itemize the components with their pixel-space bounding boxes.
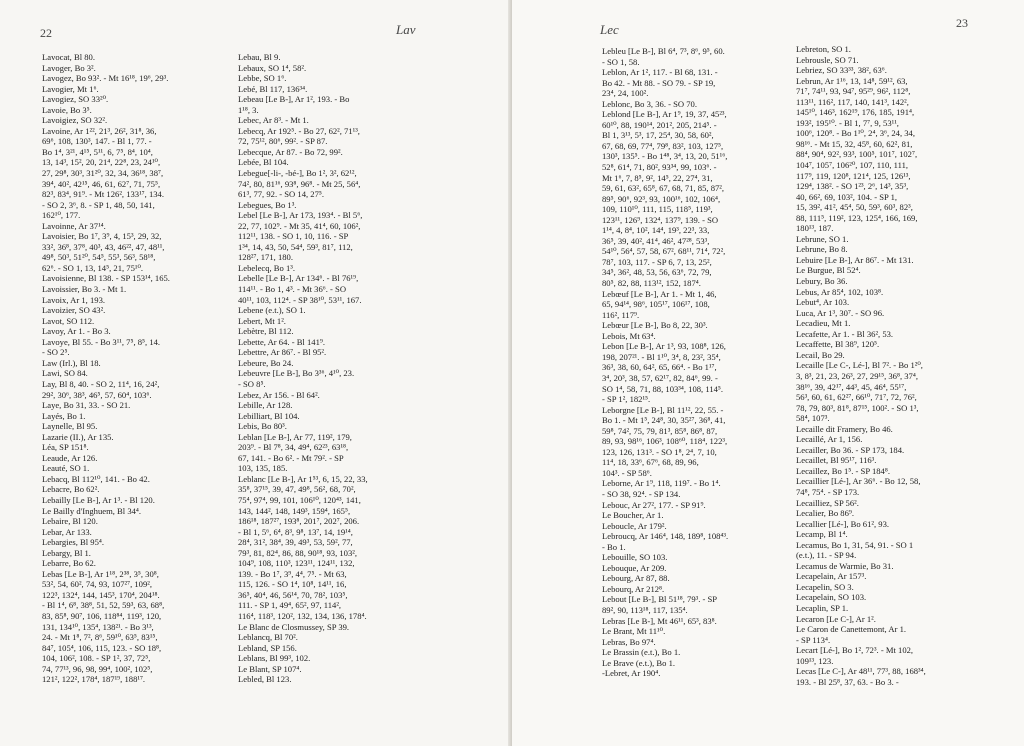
index-entry: 1¹⁸, 3. xyxy=(238,104,259,115)
index-entry: Lebée, Bl 104. xyxy=(238,157,289,168)
index-entry: Lebargies, Bl 95⁴. xyxy=(42,537,105,548)
index-entry: 56³, 60, 61, 62²⁷, 66¹⁰, 71⁷, 72, 76², xyxy=(796,392,917,403)
index-entry: Lebouque, Ar 209. xyxy=(602,562,667,573)
index-entry: 109¹³, 123. xyxy=(796,655,834,666)
index-entry: Lebuire [Le B-], Ar 86⁷. - Mt 131. xyxy=(796,254,914,265)
left-page-number: 22 xyxy=(40,26,52,40)
index-entry: Lavoigiez, SO 32². xyxy=(42,115,108,126)
index-entry: Lebrun, Ar 1¹⁶, 13, 14⁸, 59¹², 63, xyxy=(796,75,908,86)
index-entry: 74, 77¹³, 96, 98, 99⁴, 100², 102⁵, xyxy=(42,663,153,674)
index-entry: 114¹¹. - Bo 1, 4³. - Mt 36⁶. - SO xyxy=(238,284,347,295)
index-entry: Lebas [Le B-], Ar 1¹⁸, 2³⁸, 3⁵, 30⁸, xyxy=(42,568,159,579)
index-entry: 89⁵, 90⁶, 92³, 93, 100¹⁶, 102, 106⁴, xyxy=(602,193,721,204)
index-entry: 11⁴, 18, 33⁶, 67⁶, 68, 89, 96, xyxy=(602,457,699,468)
index-entry: Lebus, Ar 85⁴, 102, 103⁸. xyxy=(796,286,884,297)
index-entry: Lavogier, Mt 1⁶. xyxy=(42,83,99,94)
index-entry: 58⁴, 107³. xyxy=(796,413,830,424)
index-entry: Lebriez, SO 33³³, 38², 63⁶. xyxy=(796,65,887,76)
index-entry: Lecart [Lé-], Bo 1², 72³. - Mt 102, xyxy=(796,645,914,656)
index-entry: Lazarie (II.), Ar 135. xyxy=(42,431,114,442)
index-entry: 59, 61, 63², 65⁸, 67, 68, 71, 85, 87², xyxy=(602,183,725,194)
index-entry: Lebargy, Bl 1. xyxy=(42,547,91,558)
index-entry: 121², 122², 178⁴, 187¹⁹, 188¹⁷. xyxy=(42,674,146,685)
index-entry: Lebètre, Bl 112. xyxy=(238,326,294,337)
index-entry: Leboucle, Ar 179². xyxy=(602,520,667,531)
index-entry: Lay, Bl 8, 40. - SO 2, 11⁴, 16, 24², xyxy=(42,378,160,389)
index-entry: 1³⁴, 14, 43, 50, 54⁴, 59³, 81⁷, 112, xyxy=(238,241,353,252)
index-entry: Le Brassin (e.t.), Bo 1. xyxy=(602,647,681,658)
index-entry: 29², 30⁶, 38³, 46⁵, 57, 60⁴, 103⁶. xyxy=(42,389,152,400)
index-entry: Le Boucher, Ar 1. xyxy=(602,510,664,521)
index-entry: Lavogiez, SO 33²⁰. xyxy=(42,94,109,105)
index-entry: Lavoie, Bo 3⁵. xyxy=(42,104,92,115)
index-entry: Lavoye, Bl 55. - Bo 3¹¹, 7⁵, 8⁵, 14. xyxy=(42,336,161,347)
index-entry: - Bo 1. xyxy=(602,541,626,552)
index-entry: Lebel [Le B-], Ar 173, 193⁴. - Bl 5⁶, xyxy=(238,210,363,221)
index-entry: 82³, 83⁴, 91⁹. - Mt 126², 133¹⁷, 134. xyxy=(42,189,164,200)
index-entry: Lebut⁴, Ar 103. xyxy=(796,297,850,308)
index-entry: Lecaillez, Bo 1⁵. - SP 184⁸. xyxy=(796,465,890,476)
index-entry: 49⁸, 50³, 51²⁰, 54⁵, 55³, 56³, 58¹⁸, xyxy=(42,252,156,263)
left-running-head: Lav xyxy=(396,22,416,37)
index-entry: Lebroucq, Ar 146⁴, 148, 189⁸, 108⁴³. xyxy=(602,531,729,542)
index-entry: Le Blanc de Closmussey, SP 39. xyxy=(238,621,350,632)
index-entry: 98¹⁶. - Mt 15, 32, 45⁸, 60, 62², 81, xyxy=(796,138,913,149)
index-entry: 111. - SP 1, 49⁴, 65², 97, 114², xyxy=(238,600,342,611)
index-entry: Leaude, Ar 126. xyxy=(42,452,98,463)
index-entry: Bo 1⁴, 3²¹, 4¹⁵, 5¹¹, 6, 7⁵, 8⁴, 10⁴, xyxy=(42,146,153,157)
index-entry: 54¹⁰, 56⁴, 57, 58, 67², 68¹¹, 71⁴, 72², xyxy=(602,246,726,257)
index-entry: 143, 144², 148, 149³, 159⁴, 165⁵, xyxy=(238,505,351,516)
index-entry: Lebelecq, Bo 1³. xyxy=(238,262,295,273)
index-entry: 67, 141. - Bo 6². - Mt 79². - SP xyxy=(238,452,344,463)
index-entry: Lebeau [Le B-], Ar 1², 193. - Bo xyxy=(238,94,350,105)
index-entry: Lebreton, SO 1. xyxy=(796,44,851,54)
index-entry: Lebacq, Bl 112¹⁰, 141. - Bo 42. xyxy=(42,473,150,484)
index-entry: Lebailly [Le B-], Ar 1³. - Bl 120. xyxy=(42,494,155,505)
index-entry: Lebec, Ar 8³. - Mt 1. xyxy=(238,115,309,126)
index-entry: Lavoy, Ar 1. - Bo 3. xyxy=(42,326,111,337)
index-entry: Leblan [Le B-], Ar 77, 119², 179, xyxy=(238,431,352,442)
index-entry: 129⁴, 138². - SO 1²³, 2⁶, 14³, 35³, xyxy=(796,181,909,192)
index-entry: Lecadieu, Mt 1. xyxy=(796,318,851,329)
index-entry: Lebegue[-li-, -bé-], Bo 1², 3², 62¹², xyxy=(238,168,357,179)
index-entry: Lebon [Le B-], Ar 1³, 93, 108⁸, 126, xyxy=(602,341,726,352)
index-entry: Lebene (e.t.), SO 1. xyxy=(238,305,306,316)
index-entry: Laye, Bo 31, 33. - SO 21. xyxy=(42,400,131,411)
index-entry: 27, 29⁸, 30³, 31²⁰, 32, 34, 36¹⁸, 38⁷, xyxy=(42,168,164,179)
index-entry: 104⁷, 105⁷, 106²⁰, 107, 110, 111, xyxy=(796,160,909,171)
index-entry: 36³, 38, 60, 64², 65, 66⁴. - Bo 1¹⁷, xyxy=(602,362,717,373)
index-entry: Lavoger, Bo 3². xyxy=(42,62,96,73)
index-entry: 113¹¹, 116², 117, 140, 141³, 142², xyxy=(796,96,909,107)
index-entry: 13, 14³, 15², 20, 21⁴, 22⁸, 23, 24¹⁰, xyxy=(42,157,161,168)
index-entry: Le Blant, SP 107⁴. xyxy=(238,663,302,674)
index-entry: Lebras, Bo 97⁴. xyxy=(602,636,656,647)
index-entry: 3, 8³, 21, 23, 26³, 27, 29¹⁵, 36⁸, 37⁴, xyxy=(796,370,918,381)
index-entry: Lavoissier, Bo 3. - Mt 1. xyxy=(42,284,127,295)
index-entry: 33², 36⁸, 37⁸, 40³, 43, 46²², 47, 48¹¹, xyxy=(42,241,165,252)
index-entry: -Lebret, Ar 190⁴. xyxy=(602,668,661,679)
index-entry: 36⁵, 40⁴, 46, 56¹⁴, 70, 78², 103⁵, xyxy=(238,589,348,600)
index-entry: 130³, 135⁵. - Bo 1⁴⁸, 3⁴, 13, 20, 51¹⁶, xyxy=(602,151,728,162)
index-entry: Leborne, Ar 1⁹, 118, 119⁷. - Bo 1⁴. xyxy=(602,478,721,489)
index-entry: 65, 94¹⁴, 98⁶, 105¹⁷, 106¹⁷, 108, xyxy=(602,299,710,310)
index-entry: Lebeure, Bo 24. xyxy=(238,357,294,368)
index-entry: Lecallier [Lé-], Bo 61², 93. xyxy=(796,518,890,529)
index-entry: Lecapelain, SO 103. xyxy=(796,592,867,603)
index-entry: Lebau, Bl 9. xyxy=(238,52,281,62)
index-entry: 180¹³, 187. xyxy=(796,223,834,234)
index-entry: 80⁵, 82, 88, 113¹², 152, 187⁴. xyxy=(602,278,701,289)
index-entry: 34⁵, 36², 48, 53, 56, 63⁶, 72, 79, xyxy=(602,267,712,278)
index-entry: Law (Irl.), Bl 18. xyxy=(42,357,101,368)
index-entry: Lebé, Bl 117, 136³⁴. xyxy=(238,83,308,94)
index-entry: Lecafette, Ar 1. - Bl 36², 53. xyxy=(796,328,894,339)
index-entry: Lecamus de Warmie, Bo 31. xyxy=(796,560,894,571)
index-entry: 67, 68, 69, 77⁴, 79⁸, 83², 103, 127⁵, xyxy=(602,140,724,151)
index-entry: 35⁸, 37¹⁵, 39, 47, 49⁸, 56², 68, 70², xyxy=(238,484,356,495)
index-entry: Lebois, Mt 63⁴. xyxy=(602,330,656,341)
index-entry: 193², 195¹⁰. - Bl 1, 7⁷, 9, 53¹¹, xyxy=(796,117,899,128)
index-entry: Lebrune, SO 1. xyxy=(796,233,849,244)
index-entry: 72, 75¹², 80⁶, 99². - SP 87. xyxy=(238,136,328,147)
index-entry: Lecapelain, Ar 157³. xyxy=(796,571,867,582)
index-entry: 59⁸, 74², 75, 79, 81³, 85⁸, 86⁸, 87, xyxy=(602,425,718,436)
index-entry: 89², 90, 113¹⁸, 117, 135⁴. xyxy=(602,604,688,615)
index-entry: Lecamus, Bo 1, 31, 54, 91. - SO 1 xyxy=(796,539,914,550)
index-entry: Lavoisienne, Bl 138. - SP 153¹⁴, 165. xyxy=(42,273,170,284)
index-entry: 23⁴, 24, 100². xyxy=(602,88,649,99)
index-entry: Lavocat, Bl 80. xyxy=(42,52,95,62)
index-entry: 112¹¹, 138. - SO 1, 10, 116. - SP xyxy=(238,231,349,242)
index-entry: Leblanc [Le B-], Ar 1⁵³, 6, 15, 22, 33, xyxy=(238,473,368,484)
index-entry: Lebeuvre [Le B-], Bo 3³⁶, 4¹⁰, 23. xyxy=(238,368,355,379)
index-entry: Laynelle, Bl 95. xyxy=(42,421,98,432)
index-entry: 116⁴, 118³, 120², 132, 134, 136, 178⁴. xyxy=(238,610,367,621)
index-entry: - SO 2⁵. xyxy=(42,347,70,358)
index-entry: Le Brave (e.t.), Bo 1. xyxy=(602,657,676,668)
index-entry: Lavogez, Bo 93². - Mt 16¹⁸, 19⁶, 29³. xyxy=(42,73,169,84)
index-entry: - SO 8⁵. xyxy=(238,378,266,389)
index-entry: Leblancq, Bl 70². xyxy=(238,632,298,643)
index-entry: Lavoisier, Bo 1⁷, 3⁹, 4, 15³, 29, 32, xyxy=(42,231,162,242)
index-entry: Lebled, Bl 123. xyxy=(238,674,292,685)
index-entry: 53², 54, 60², 74, 93, 107²⁷, 109², xyxy=(42,579,152,590)
index-entry: Lebecque, Ar 87. - Bo 72, 99². xyxy=(238,146,343,157)
index-entry: Lecailler, Bo 36. - SP 173, 184. xyxy=(796,444,905,455)
right-running-head: Lec xyxy=(600,22,619,37)
index-entry: 61³, 77, 92. - SO 14, 27⁵. xyxy=(238,189,325,200)
index-entry: Lecas [Le C-], Ar 48¹¹, 77³, 88, 168³⁴, xyxy=(796,666,926,677)
index-entry: Lecaffette, Bl 38⁹, 120⁵. xyxy=(796,339,880,350)
right-page-number: 23 xyxy=(956,16,968,30)
index-entry: 3⁴, 20³, 38, 57, 62¹⁷, 82, 84⁶, 99. - xyxy=(602,372,718,383)
index-entry: Le Brant, Mt 11¹⁰. xyxy=(602,626,666,637)
left-column-2 xyxy=(238,52,434,685)
index-entry: 24. - Mt 1⁸, 7², 8⁶, 59¹⁰, 63⁵, 83¹⁵, xyxy=(42,632,158,643)
index-entry: 75⁴, 97⁴, 99, 101, 106¹⁰, 120⁴³, 141, xyxy=(238,494,361,505)
index-entry: Layés, Bo 1. xyxy=(42,410,86,421)
right-page xyxy=(512,0,1024,746)
index-entry: - Bl 1⁴, 6⁸, 38⁸, 51, 52, 59³, 63, 68⁸, xyxy=(42,600,165,611)
index-entry: 1¹⁴, 4, 8⁴, 10², 14⁴, 19³, 22³, 33, xyxy=(602,225,710,236)
index-entry: Lebaux, SO 1⁴, 58². xyxy=(238,62,307,73)
index-entry: SO 1⁴, 58, 71, 88, 103³⁴, 108, 114⁵. xyxy=(602,383,724,394)
index-entry: Lecaillé, Ar 1, 156. xyxy=(796,434,863,445)
index-entry: 60¹⁰, 88, 190¹⁴, 201², 205, 214⁵. - xyxy=(602,119,717,130)
index-entry: Lecaillet, Bl 95¹⁷, 116³. xyxy=(796,455,877,466)
index-entry: Leblond [Le B-], Ar 1⁹, 19, 37, 45²³, xyxy=(602,109,727,120)
index-entry: 122³, 132⁴, 144, 145³, 170⁴, 204¹⁸. xyxy=(42,589,160,600)
index-entry: Lebœur [Le B-], Bo 8, 22, 30³. xyxy=(602,320,708,331)
index-entry: Lavoizier, SO 43². xyxy=(42,305,106,316)
index-entry: 74², 80, 81¹⁶, 93⁸, 96⁸. - Mt 25, 56⁴, xyxy=(238,178,361,189)
index-entry: Bl 1, 3¹³, 5³, 17, 25⁴, 30, 58, 60², xyxy=(602,130,714,141)
index-entry: 78⁷, 103, 117. - SP 6, 7, 13, 25², xyxy=(602,256,712,267)
index-entry: Lavoix, Ar 1, 193. xyxy=(42,294,106,305)
index-entry: Lebland, SP 156. xyxy=(238,642,297,653)
index-entry: Bo 1. - Mt 1⁵, 24⁸, 30, 35²⁷, 36⁸, 41, xyxy=(602,415,726,426)
right-column-2 xyxy=(796,44,992,687)
index-entry: Lecaillier [Lé-], Ar 36⁶. - Bo 12, 58, xyxy=(796,476,921,487)
index-entry: Lebleu [Le B-], Bl 6⁴, 7³, 8⁶, 9⁵, 60. xyxy=(602,46,725,56)
left-column-1 xyxy=(42,52,238,685)
index-entry: 74⁸, 75⁴. - SP 173. xyxy=(796,486,860,497)
index-entry: Lecail, Bo 29. xyxy=(796,349,845,360)
index-entry: Leauté, SO 1. xyxy=(42,463,90,474)
index-entry: 104⁹, 108, 110³, 123¹¹, 124¹¹, 132, xyxy=(238,558,355,569)
index-entry: Lebilliart, Bl 104. xyxy=(238,410,300,421)
index-entry: 79³, 81, 82⁴, 86, 88, 90¹⁸, 93, 103², xyxy=(238,547,357,558)
index-entry: 100⁶, 120⁸. - Bo 1¹⁰, 2⁴, 3⁶, 24, 34, xyxy=(796,128,915,139)
index-entry: 39⁴, 40², 42¹⁵, 46, 61, 62⁷, 71, 75⁵, xyxy=(42,178,161,189)
index-entry: 38¹⁶, 39, 42¹⁷, 44³, 45, 46⁴, 55¹⁷, xyxy=(796,381,907,392)
index-entry: Lecamp, Bl 1⁴. xyxy=(796,529,848,540)
index-entry: - SP 1², 182¹⁵. xyxy=(602,394,651,405)
index-entry: (e.t.), 11. - SP 94. xyxy=(796,550,857,561)
index-entry: Lebœuf [Le B-], Ar 1. - Mt 1, 46, xyxy=(602,288,717,299)
index-entry: Lebrune, Bo 8. xyxy=(796,244,848,255)
index-entry: Lecaille dit Framery, Bo 46. xyxy=(796,423,893,434)
index-entry: Lebouille, SO 103. xyxy=(602,552,668,563)
index-entry: Lebourg, Ar 87, 88. xyxy=(602,573,670,584)
index-entry: Léa, SP 151⁸. xyxy=(42,442,89,453)
index-entry: Lebras [Le B-], Mt 46¹¹, 65³, 83⁸. xyxy=(602,615,717,626)
index-entry: 139. - Bo 1⁷, 3⁹, 4⁴, 7⁵. - Mt 63, xyxy=(238,568,347,579)
index-entry: Lebrousle, SO 71. xyxy=(796,54,859,65)
index-entry: 109, 110¹⁰, 111, 115, 118⁵, 119³, xyxy=(602,204,713,215)
index-entry: 62⁶. - SO 1, 13, 14⁵, 21, 75¹⁰. xyxy=(42,262,144,273)
index-entry: 89, 93, 98¹⁶, 106³, 108⁶⁰, 118⁴, 122³, xyxy=(602,436,728,447)
index-entry: Lecaille [Le C-, Lé-], Bl 7². - Bo 1²⁰, xyxy=(796,360,923,371)
index-entry: 88⁴, 90⁴, 92², 93³, 100⁵, 101⁷, 102⁷, xyxy=(796,149,918,160)
index-entry: Lebourq, Ar 212⁸. xyxy=(602,583,665,594)
index-entry: 203⁹. - Bl 7⁸, 34, 49⁴, 62²³, 63¹⁸, xyxy=(238,442,349,453)
index-entry: Lecailliez, SP 56². xyxy=(796,497,859,508)
index-entry: - SO 2, 3⁶, 8. - SP 1, 48, 50, 141, xyxy=(42,199,155,210)
index-entry: 36⁵, 39, 40², 41⁴, 46², 47²⁸, 53³, xyxy=(602,235,710,246)
index-entry: Lecapelin, SO 3. xyxy=(796,581,854,592)
index-entry: 84⁷, 105⁴, 106, 115, 123. - SO 18⁸, xyxy=(42,642,162,653)
index-entry: Lecaron [Le C-], Ar 1². xyxy=(796,613,876,624)
index-entry: 198, 207²¹. - Bl 1¹⁰, 3⁴, 8, 23², 35⁴, xyxy=(602,351,721,362)
index-entry: - SO 1, 58. xyxy=(602,56,640,67)
index-entry: 117⁹, 119, 120⁸, 121⁴, 125, 126¹³, xyxy=(796,170,911,181)
index-entry: Le Caron de Canettemont, Ar 1. xyxy=(796,624,907,635)
index-entry: 71⁷, 74¹¹, 93, 94⁷, 95²⁹, 96², 112⁸, xyxy=(796,86,911,97)
index-entry: 116², 117⁹. xyxy=(602,309,640,320)
index-entry: Lebettre, Ar 86⁷. - Bl 95². xyxy=(238,347,327,358)
index-entry: 83, 85⁸, 90⁷, 106, 118⁸⁴, 119³, 120, xyxy=(42,610,162,621)
index-entry: Lebout [Le B-], Bl 51¹⁸, 79³. - SP xyxy=(602,594,718,605)
index-entry: Lebert, Mt 1². xyxy=(238,315,286,326)
index-entry: 69⁶, 108, 130³, 147. - Bl 1, 77. - xyxy=(42,136,152,147)
index-entry: 103, 135, 185. xyxy=(238,463,288,474)
index-entry: Le Burgue, Bl 52⁴. xyxy=(796,265,861,276)
index-entry: Leblans, Bl 99³, 102. xyxy=(238,653,311,664)
index-entry: Lavot, SO 112. xyxy=(42,315,95,326)
index-entry: 162¹⁰, 177. xyxy=(42,210,81,221)
index-entry: 186¹⁸, 187²⁷, 193⁸, 201⁷, 202⁷, 206. xyxy=(238,516,360,527)
index-entry: Lebbe, SO 1⁶. xyxy=(238,73,287,84)
index-entry: 193. - Bl 25⁸, 37, 63. - Bo 3. - xyxy=(796,676,899,687)
index-entry: Lecaplin, SP 1. xyxy=(796,602,849,613)
index-entry: Lebouc, Ar 27², 177. - SP 91⁹. xyxy=(602,499,706,510)
index-entry: 115, 126. - SO 1⁴, 10⁸, 14¹¹, 16, xyxy=(238,579,347,590)
index-entry: 88, 111⁵, 119², 123, 125⁴, 166, 169, xyxy=(796,212,918,223)
index-entry: 40, 66², 69, 103², 104. - SP 1, xyxy=(796,191,898,202)
index-entry: Lebecq, Ar 192⁵. - Bo 27, 62², 71¹³, xyxy=(238,125,360,136)
index-entry: 123¹¹, 126⁹, 132⁴, 137⁹, 139. - SO xyxy=(602,214,719,225)
index-entry: 40¹¹, 103, 112⁴. - SP 38¹⁰, 53¹¹, 167. xyxy=(238,294,362,305)
index-entry: Leblon, Ar 1², 117. - Bl 68, 131. - xyxy=(602,67,718,78)
index-entry: 28⁴, 31², 38⁴, 39, 49³, 53, 59², 77, xyxy=(238,537,353,548)
index-entry: 52⁸, 61⁴, 71, 80², 93³⁴, 99, 103⁶. - xyxy=(602,162,717,173)
index-entry: Le Bailly d'Inghuem, Bl 34⁴. xyxy=(42,505,142,516)
index-entry: Lebury, Bo 36. xyxy=(796,276,848,287)
index-entry: 123, 126, 131³. - SO 1⁸, 2⁴, 7, 10, xyxy=(602,446,717,457)
index-entry: Lebaire, Bl 120. xyxy=(42,516,98,527)
index-entry: Lebille, Ar 128. xyxy=(238,400,293,411)
index-entry: Luca, Ar 1³, 30⁷. - SO 96. xyxy=(796,307,885,318)
index-entry: 15, 39², 41², 45⁴, 50, 59³, 60³, 82³, xyxy=(796,202,913,213)
index-entry: 22, 77, 102⁹. - Mt 35, 41⁴, 60, 106², xyxy=(238,220,361,231)
index-entry: Lebette, Ar 64. - Bl 141⁹. xyxy=(238,336,326,347)
index-entry: Lebis, Bo 80³. xyxy=(238,421,287,432)
index-entry: Lavoinne, Ar 37¹⁴. xyxy=(42,220,106,231)
index-entry: - Bl 1, 5⁶, 6⁴, 8³, 9⁸, 13⁷, 14, 19¹⁴, xyxy=(238,526,353,537)
index-entry: 104, 106², 108. - SP 1², 37, 72⁵, xyxy=(42,653,151,664)
index-entry: 78, 79, 80³, 81⁸, 87¹⁵, 100². - SO 1³, xyxy=(796,402,919,413)
index-entry: 145¹⁰, 146³, 162¹⁹, 176, 185, 191⁴, xyxy=(796,107,915,118)
index-entry: Leborgne [Le B-], Bl 11¹², 22, 55. - xyxy=(602,404,724,415)
right-column-1 xyxy=(602,46,798,679)
index-entry: Mt 1⁶, 7, 8⁵, 9², 14⁵, 22, 27⁴, 31, xyxy=(602,172,713,183)
index-entry: 131, 134¹⁰, 135⁴, 138²¹. - Bo 3¹³, xyxy=(42,621,154,632)
index-entry: Bo 42. - Mt 88. - SO 79. - SP 19, xyxy=(602,77,716,88)
index-entry: Lebacre, Bo 62². xyxy=(42,484,100,495)
index-entry: Lawi, SO 84. xyxy=(42,368,88,379)
index-entry: - SP 113⁴. xyxy=(796,634,831,645)
index-entry: Lebar, Ar 133. xyxy=(42,526,92,537)
index-entry: 104³. - SP 58⁶. xyxy=(602,467,652,478)
index-entry: Lecalier, Bo 86⁹. xyxy=(796,508,855,519)
index-entry: 128²⁷, 171, 180. xyxy=(238,252,293,263)
index-entry: Lebelle [Le B-], Ar 134⁶. - Bl 76¹⁹, xyxy=(238,273,359,284)
index-entry: Lebez, Ar 156. - Bl 64². xyxy=(238,389,320,400)
index-entry: Lavoine, Ar 1²², 21³, 26², 31⁸, 36, xyxy=(42,125,157,136)
index-entry: Lebegues, Bo 1³. xyxy=(238,199,297,210)
index-entry: Leblonc, Bo 3, 36. - SO 70. xyxy=(602,98,698,109)
index-entry: Lebarre, Bo 62. xyxy=(42,558,96,569)
index-entry: - SO 38, 92⁴. - SP 134. xyxy=(602,488,681,499)
